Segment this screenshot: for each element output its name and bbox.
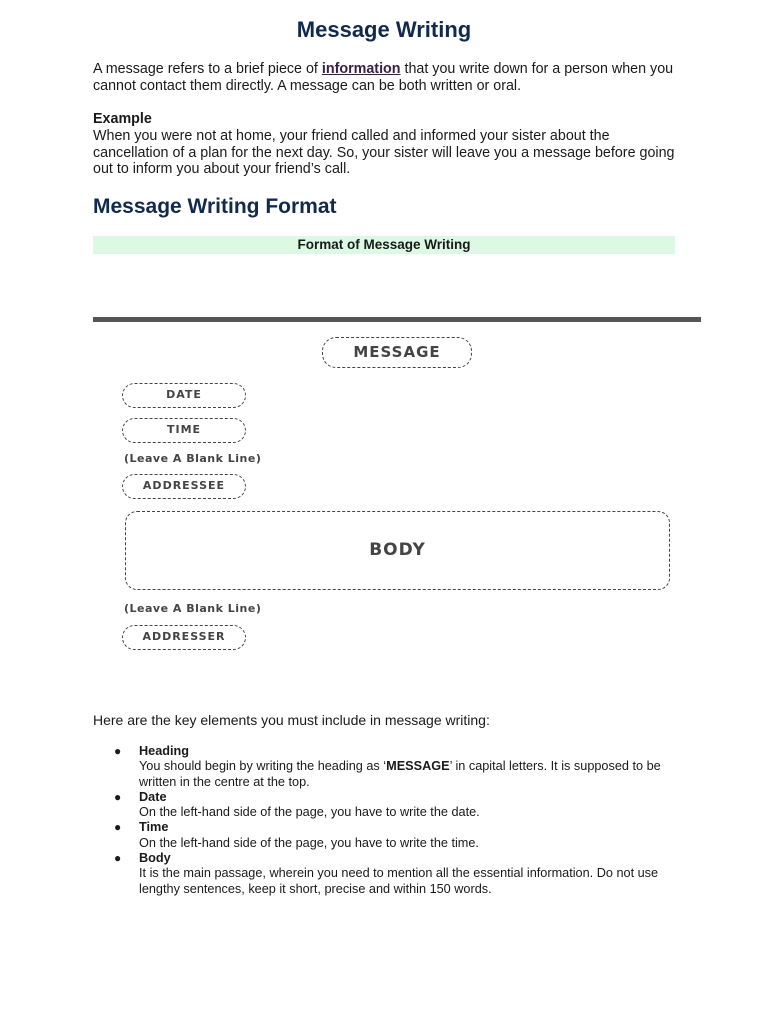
list-item [93, 790, 678, 821]
key-elements-intro: Here are the key elements you must include in message writing: [93, 712, 490, 728]
intro-paragraph [93, 61, 678, 94]
list-item-text: You should begin by writing the heading as ‘MESSAGE’ in capital letters. It is supposed to be written in the centre at the top. [139, 759, 661, 789]
list-item [93, 820, 678, 851]
diagram-addresser-box: ADDRESSER [122, 625, 246, 650]
list-item-text: It is the main passage, wherein you need to mention all the essential information. Do not use lengthy sentences, keep it short, precise and within 150 words. [139, 866, 659, 896]
list-item-text: On the left-hand side of the page, you have to write the time. [139, 835, 479, 850]
list-item-text: On the left-hand side of the page, you have to write the date. [139, 805, 480, 820]
list-item-title: Heading [139, 744, 190, 758]
list-item [93, 851, 678, 897]
format-heading: Message Writing Format [93, 195, 337, 218]
intro-text-before: A message refers to a brief piece of [93, 61, 322, 77]
format-caption: Format of Message Writing [93, 236, 675, 254]
bullet-icon: ● [114, 744, 122, 758]
list-item-title: Time [139, 820, 169, 835]
diagram-message-box: MESSAGE [322, 337, 472, 368]
bullet-icon: ● [114, 820, 122, 835]
diagram-blank-line-note: (Leave A Blank Line) [124, 452, 262, 465]
diagram-blank-line-note: (Leave A Blank Line) [124, 602, 262, 615]
list-item [93, 744, 678, 790]
divider-rule [93, 317, 701, 322]
diagram-addressee-box: ADDRESSEE [122, 474, 246, 499]
list-item-title: Date [139, 789, 167, 804]
bullet-icon: ● [114, 851, 122, 866]
example-label: Example [93, 111, 152, 127]
information-link[interactable]: information [321, 61, 401, 77]
diagram-body-box: BODY [125, 511, 670, 590]
diagram-date-box: DATE [122, 383, 246, 408]
diagram-time-box: TIME [122, 418, 246, 443]
bullet-icon: ● [114, 789, 122, 804]
page-title: Message Writing [296, 17, 472, 42]
intro-text-after: that you write down for a person when you cannot contact them directly. A message can be both written or oral. [93, 61, 674, 94]
example-text: When you were not at home, your friend called and informed your sister about the cancellation of a plan for the next day. So, your sister will leave you a message before going out to inform you about your friend’s call. [93, 128, 675, 177]
key-elements-list [93, 744, 678, 897]
list-item-title: Body [139, 851, 171, 866]
